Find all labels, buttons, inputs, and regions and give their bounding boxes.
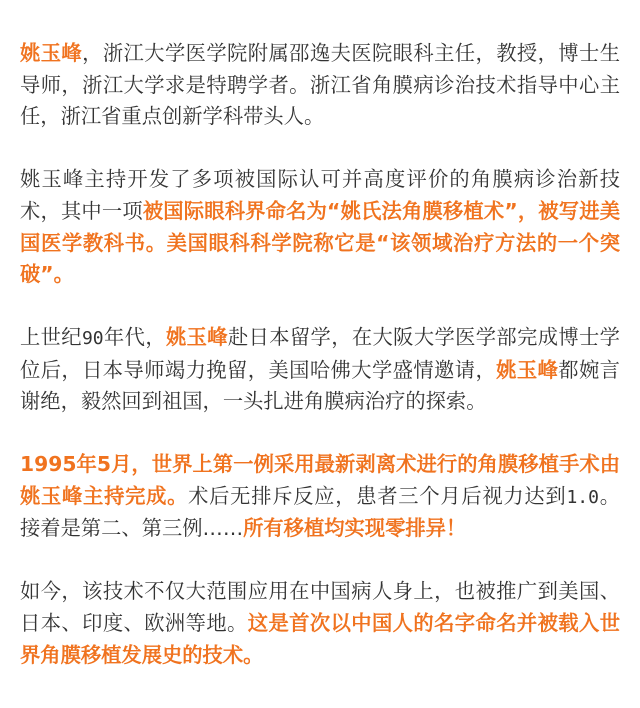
text-run: 上世纪: [20, 324, 82, 349]
paragraph-first-surgery: [20, 449, 620, 545]
text-run: 都婉言谢绝，毅然回到祖国，一头扎进角膜病治疗的探索。: [20, 357, 620, 414]
highlight-name: 姚玉峰: [20, 41, 83, 65]
highlight-name: 姚玉峰: [165, 324, 228, 349]
text-run: ，浙江大学医学院附属邵逸夫医院眼科主任，教授，博士生导师，浙江大学求是特聘学者。浙江省角膜病诊治技术指导中心主任，浙江省重点创新学科带头人。: [20, 41, 620, 129]
paragraph-today: [20, 576, 620, 671]
highlight-text: 被国际眼科界命名为“姚氏法角膜移植术”，被写进美国医学教科书。美国眼科科学院称它是“该领域治疗方法的一个突破”。: [20, 198, 620, 287]
paragraph-study-abroad: [20, 322, 620, 418]
highlight-text: 1995年5月，世界上第一例采用最新剥离术进行的角膜移植手术由姚玉峰主持完成。: [20, 452, 620, 508]
number-run: 1.0: [566, 486, 599, 508]
highlight-text: 这是首次以中国人的名字命名并被载入世界角膜移植发展史的技术。: [20, 610, 620, 667]
highlight-text: 所有移植均实现零排异！: [243, 516, 467, 541]
paragraph-technique: [20, 164, 620, 291]
paragraph-bio: [20, 38, 620, 133]
number-run: 90: [81, 327, 104, 349]
text-run: 如今，该技术不仅大范围应用在中国病人身上，也被推广到美国、日本、印度、欧洲等地。: [20, 579, 620, 635]
text-run: 。接着是第二、第三例……: [20, 483, 620, 541]
text-run: 姚玉峰主持开发了多项被国际认可并高度评价的角膜病诊治新技术，其中一项: [20, 167, 620, 223]
text-run: 年代，: [103, 324, 166, 349]
highlight-name: 姚玉峰: [496, 357, 559, 382]
text-run: 赴日本留学，在大阪大学医学部完成博士学位后，日本导师竭力挽留，美国哈佛大学盛情邀请，: [20, 324, 620, 382]
text-run: 术后无排斥反应，患者三个月后视力达到: [188, 483, 567, 508]
